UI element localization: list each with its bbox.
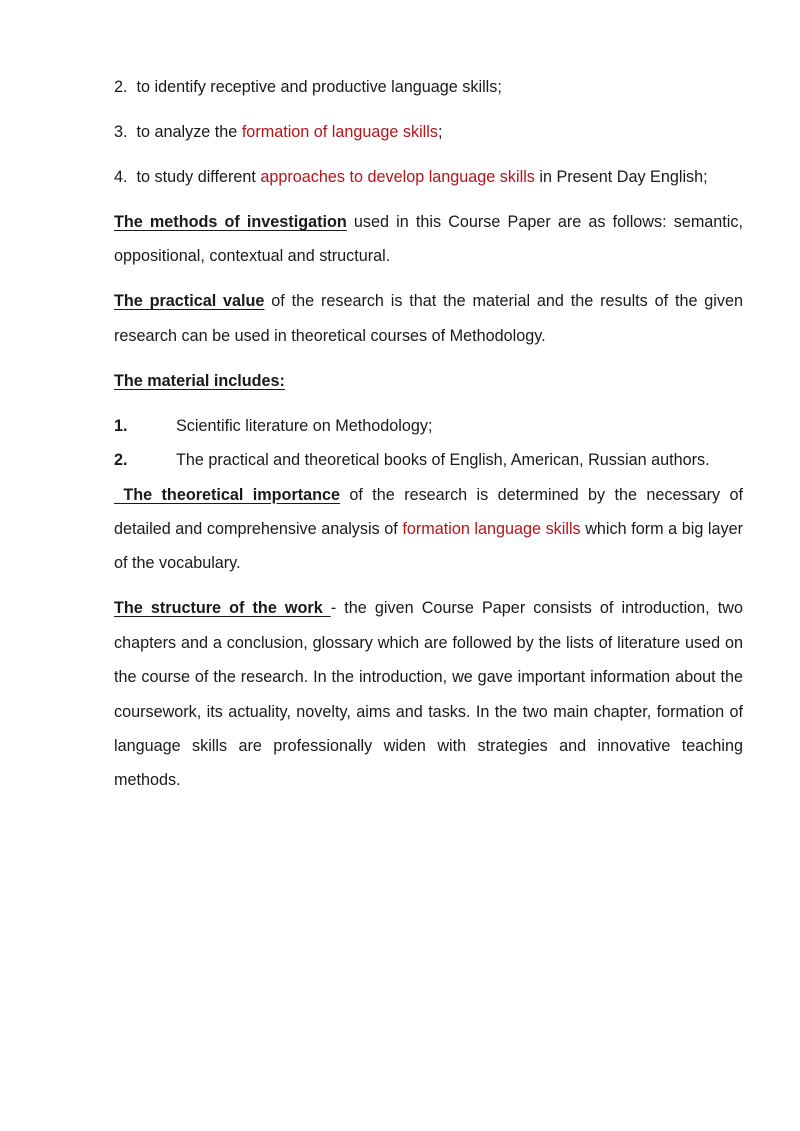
task-text: to study different (136, 168, 261, 186)
task-text-after: ; (437, 123, 443, 141)
material-item-2 (114, 443, 743, 477)
document-body (114, 70, 743, 808)
task-highlight: approaches to develop language skills (260, 168, 535, 186)
material-item-number: 1. (114, 416, 128, 435)
practical-text: of the research is that the material and the results of the given research can be used in theoretical courses of Methodology. (114, 292, 743, 345)
material-heading-paragraph (114, 364, 743, 398)
methods-paragraph (114, 205, 743, 274)
material-item-number: 2. (114, 451, 128, 470)
task-text-after: in Present Day English; (534, 168, 708, 186)
theoretical-text: of the research is determined by the necessary of detailed and comprehensive analysis of (114, 485, 744, 539)
task-number: 2. (114, 78, 128, 96)
structure-text: - the given Course Paper consists of introduction, two chapters and a conclusion, glossary which are followed by the lists of literature used on the course of the research. In the introduction, we gave important information about the coursework, its actuality, novelty, aims and tasks. In the two main chapter, formation of language skills are professionally widen with strategies and innovative teaching methods. (114, 599, 743, 790)
task-highlight: formation of language skills (241, 123, 438, 141)
task-item-2 (114, 70, 743, 104)
material-item-text: Scientific literature on Methodology; (176, 416, 433, 435)
methods-text: used in this Course Paper are as follows: semantic, oppositional, contextual and structural. (114, 213, 743, 266)
structure-heading: The structure of the work (114, 599, 331, 618)
material-item-1 (114, 409, 743, 443)
task-number: 3. (114, 123, 128, 141)
task-text: to analyze the (136, 123, 242, 141)
task-number: 4. (114, 168, 128, 186)
practical-heading: The practical value (114, 292, 265, 311)
theoretical-paragraph (114, 478, 743, 581)
material-item-text: The practical and theoretical books of English, American, Russian authors. (176, 451, 710, 470)
material-heading: The material includes: (114, 371, 285, 390)
methods-heading: The methods of investigation (114, 213, 347, 231)
task-text: to identify receptive and productive language skills; (136, 78, 502, 96)
theoretical-heading: The theoretical importance (114, 485, 341, 504)
structure-paragraph (114, 591, 743, 797)
task-item-4 (114, 160, 743, 194)
theoretical-highlight: formation language skills (402, 520, 581, 539)
theoretical-text-after: which form a big layer of the vocabulary. (114, 520, 743, 573)
practical-paragraph (114, 284, 743, 353)
task-item-3 (114, 115, 743, 149)
